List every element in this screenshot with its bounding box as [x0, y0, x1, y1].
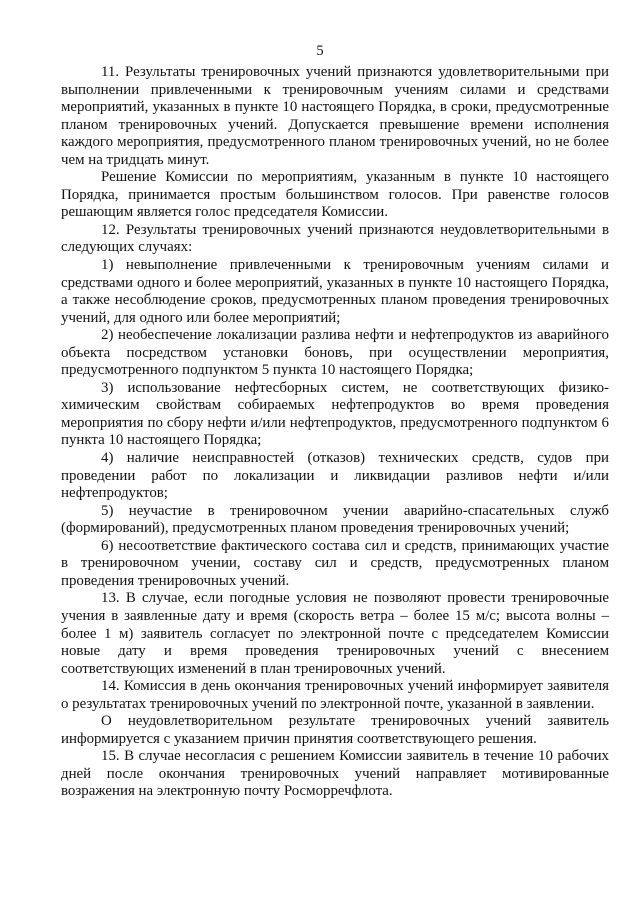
list-item-12-2: 2) необеспечение локализации разлива нефти и нефтепродуктов из аварийного объекта посредством установки боновъ, при осуществлении мероприятия, предусмотренного подпунктом 5 пункта 10 настоящего Порядка;: [61, 327, 609, 379]
list-item-12-4: 4) наличие неисправностей (отказов) технических средств, судов при проведении работ по локализации и ликвидации разливов нефти и/или нефтепродуктов;: [61, 450, 609, 502]
paragraph-commission-decision: Решение Комиссии по мероприятиям, указанным в пункте 10 настоящего Порядка, принимается простым большинством голосов. При равенстве голосов решающим является голос председателя Комиссии.: [61, 169, 609, 221]
paragraph-14: 14. Комиссия в день окончания тренировочных учений информирует заявителя о результатах тренировочных учений по электронной почте, указанной в заявлении.: [61, 678, 609, 712]
paragraph-13: 13. В случае, если погодные условия не позволяют провести тренировочные учения в заявленные дату и время (скорость ветра – более 15 м/с; высота волны – более 1 м) заявитель согласует по электронной почте с председателем Комиссии новые дату и время проведения тренировочных учений с внесением соответствующих изменений в план тренировочных учений.: [61, 590, 609, 677]
paragraph-15: 15. В случае несогласия с решением Комиссии заявитель в течение 10 рабочих дней после окончания тренировочных учений направляет мотивированные возражения на электронную почту Росморречфлота.: [61, 748, 609, 800]
page-number: 5: [316, 43, 324, 59]
paragraph-12: 12. Результаты тренировочных учений признаются неудовлетворительными в следующих случаях:: [61, 221, 609, 256]
list-item-12-6: 6) несоответствие фактического состава сил и средств, принимающих участие в тренировочном учении, составу сил и средств, предусмотренных планом проведения тренировочных учений.: [61, 537, 609, 589]
list-item-12-5: 5) неучастие в тренировочном учении аварийно-спасательных служб (формирований), предусмотренных планом проведения тренировочных учений;: [61, 502, 609, 537]
list-item-12-1: 1) невыполнение привлеченными к тренировочным учениям силами и средствами одного и более мероприятий, указанных в пункте 10 настоящего Порядка, а также несоблюдение сроков, предусмотренных планом проведения тренировочных учений, для одного или более мероприятий;: [61, 257, 609, 326]
paragraph-11: 11. Результаты тренировочных учений признаются удовлетворительными при выполнении привлеченными к тренировочным учениям силами и средствами мероприятий, указанных в пункте 10 настоящего Порядка, в сроки, предусмотренные планом тренировочных учений. Допускается превышение времени исполнения каждого мероприятия, предусмотренного планом тренировочных учений, но не более чем на тридцать минут.: [61, 64, 609, 168]
paragraph-unsatisfactory-notice: О неудовлетворительном результате тренировочных учений заявитель информируется с указанием причин принятия соответствующего решения.: [61, 713, 609, 747]
list-item-12-3: 3) использование нефтесборных систем, не соответствующих физико-химическим свойствам собираемых нефтепродуктов во время проведения мероприятия по сбору нефти и/или нефтепродуктов, предусмотренного подпунктом 6 пункта 10 настоящего Порядка;: [61, 379, 609, 449]
document-body: [61, 64, 609, 801]
